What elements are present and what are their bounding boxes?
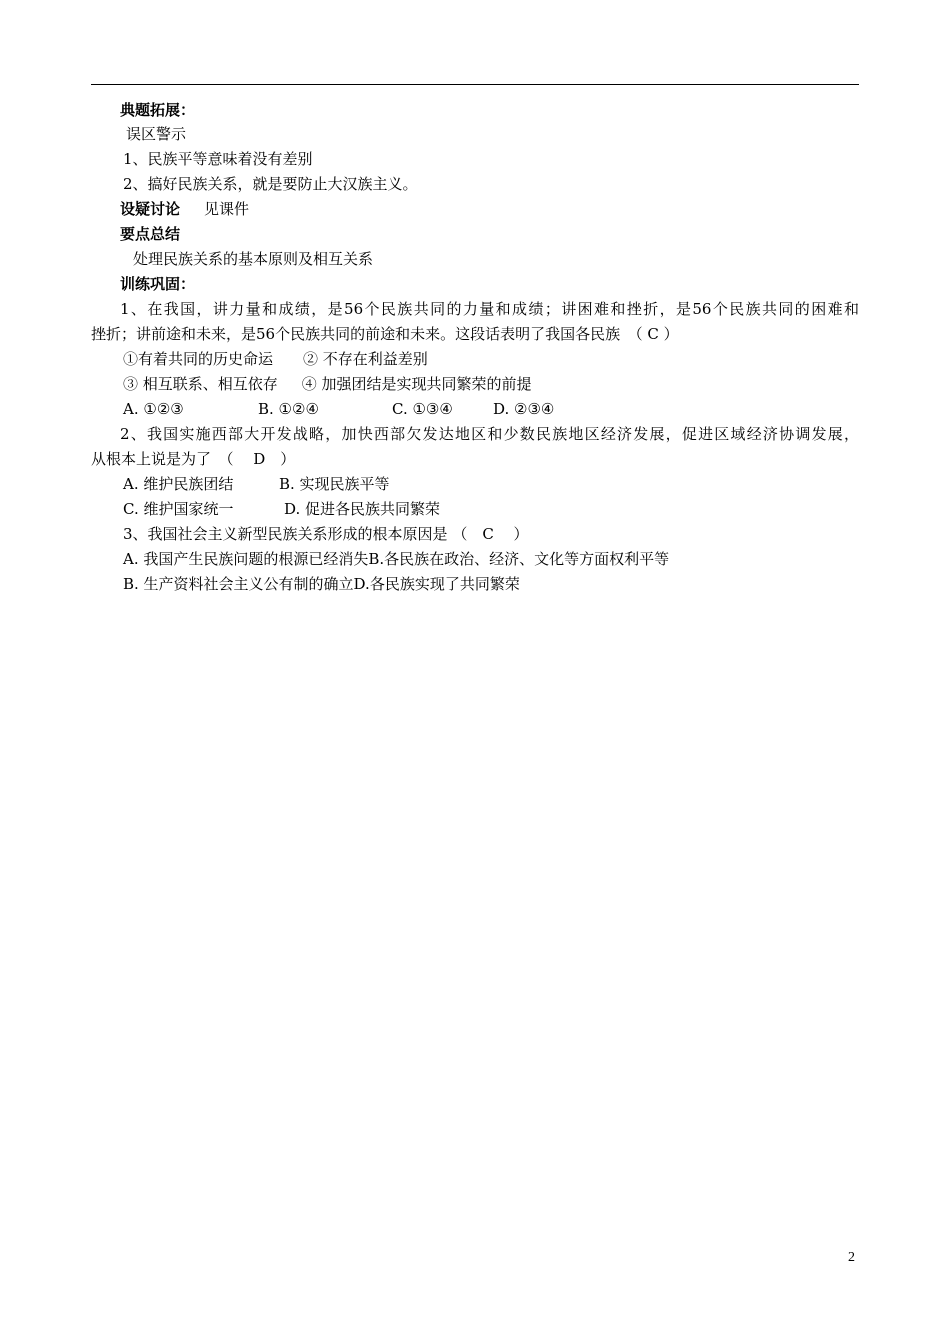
- question-1-line-2: 挫折；讲前途和未来，是56个民族共同的前途和未来。这段话表明了我国各民族 （ C ）: [91, 325, 679, 343]
- question-3-stem: 3、我国社会主义新型民族关系形成的根本原因是 （ C ）: [123, 525, 529, 543]
- question-1-option-1: ①有着共同的历史命运: [123, 350, 274, 368]
- page-number: 2: [848, 1250, 855, 1265]
- question-2-choice-c: C. 维护国家统一: [123, 500, 234, 518]
- discussion-heading: 设疑讨论: [120, 200, 181, 218]
- question-2-choice-d: D. 促进各民族共同繁荣: [284, 500, 441, 518]
- extension-heading: 典题拓展：: [120, 101, 196, 119]
- question-2-choice-b: B. 实现民族平等: [279, 475, 390, 493]
- discussion-text: 见课件: [204, 200, 250, 218]
- question-1-option-3: ③ 相互联系、相互依存: [123, 375, 278, 393]
- header-rule: [91, 84, 859, 85]
- question-2-choice-a: A. 维护民族团结: [123, 475, 234, 493]
- question-1-choice-a: A. ①②③: [123, 400, 184, 418]
- question-2-line-2: 从根本上说是为了 （ D ）: [91, 450, 296, 468]
- question-3-line-b: B. 生产资料社会主义公有制的确立D.各民族实现了共同繁荣: [123, 575, 520, 593]
- question-1-options-row-1: [123, 349, 428, 369]
- question-1-choice-b: B. ①②④: [258, 400, 319, 418]
- question-2-line-1: 2、我国实施西部大开发战略，加快西部欠发达地区和少数民族地区经济发展，促进区域经济协调发展，: [120, 425, 859, 443]
- misconception-title: 误区警示: [126, 125, 187, 143]
- discussion-row: [120, 199, 249, 219]
- question-1-option-4: ④ 加强团结是实现共同繁荣的前提: [301, 375, 532, 393]
- question-1-line-1: 1、在我国，讲力量和成绩，是56个民族共同的力量和成绩；讲困难和挫折，是56个民族共同的困难和: [120, 300, 859, 318]
- misconception-item-2: 2、搞好民族关系，就是要防止大汉族主义。: [123, 175, 418, 193]
- summary-text: 处理民族关系的基本原则及相互关系: [133, 250, 374, 268]
- question-1-option-2: ② 不存在利益差别: [303, 350, 428, 368]
- question-1-choice-c: C. ①③④: [392, 400, 453, 418]
- question-3-line-a: A. 我国产生民族问题的根源已经消失B.各民族在政治、经济、文化等方面权利平等: [123, 550, 670, 568]
- practice-heading: 训练巩固：: [120, 275, 196, 293]
- question-1-choice-d: D. ②③④: [493, 400, 555, 418]
- summary-heading: 要点总结: [120, 225, 181, 243]
- misconception-item-1: 1、民族平等意味着没有差别: [123, 150, 313, 168]
- question-1-options-row-2: [123, 374, 532, 394]
